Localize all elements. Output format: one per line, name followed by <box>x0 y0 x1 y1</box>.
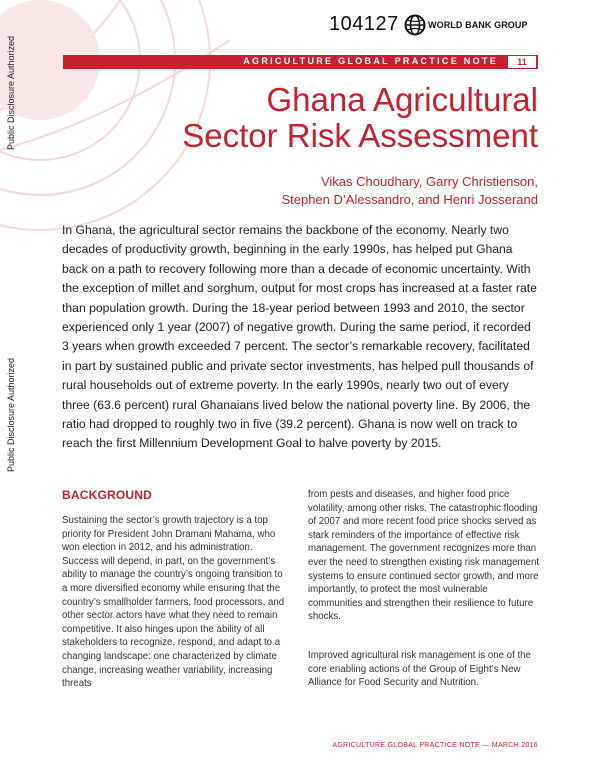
page-title <box>182 82 538 154</box>
disclosure-label-bottom: Public Disclosure Authorized <box>6 357 16 472</box>
authors-line-1: Vikas Choudhary, Garry Christienson, <box>320 174 538 189</box>
authors <box>281 173 538 209</box>
authors-line-2: Stephen D’Alessandro, and Henri Josserand <box>281 192 538 207</box>
title-line-2: Sector Risk Assessment <box>182 117 538 154</box>
note-number: 11 <box>508 56 536 68</box>
world-bank-logo-text: WORLD BANK GROUP <box>428 20 528 30</box>
series-banner <box>63 55 538 69</box>
background-heading: BACKGROUND <box>62 488 152 502</box>
background-paragraph-3: Improved agricultural risk management is one of the core enabling actions of the Group of Eight’s New Alliance for Food Security and Nutrition. <box>308 650 531 689</box>
world-bank-globe-icon <box>404 14 426 36</box>
disclosure-label-top: Public Disclosure Authorized <box>6 35 16 150</box>
background-paragraph-2: from pests and diseases, and higher food price volatility, among other risks. The catastrophic flooding of 2007 and more recent food price shocks served as stark reminders of the importance of effective risk management. The government recognizes more than ever the need to strengthen existing risk management systems to ensure continued sector growth, and more importantly, to protect the most vulnerable communities and strengthen their resilience to future shocks. <box>308 489 540 623</box>
title-line-1: Ghana Agricultural <box>266 81 538 118</box>
document-number: 104127 <box>329 13 399 35</box>
page-footer: AGRICULTURE GLOBAL PRACTICE NOTE — MARCH 2016 <box>332 742 538 749</box>
series-label: AGRICULTURE GLOBAL PRACTICE NOTE <box>243 56 498 66</box>
background-paragraph-1: Sustaining the sector’s growth trajectory is a top priority for President John Dramani Mahama, who won election in 2012, and his administration. Success will depend, in part, on the government’s ability to manage the country’s ongoing transition to a more diversified economy while ensuring that the country’s smallholder farmers, food processors, and other sector actors have what they need to remain competitive. It also hinges upon the ability of all stakeholders to recognize, respond, and adapt to a changing landscape: one characterized by climate change, increasing weather variability, increasing threats <box>62 515 285 690</box>
intro-paragraph: In Ghana, the agricultural sector remains the backbone of the economy. Nearly two decades of productivity growth, beginning in the early 1990s, has helped put Ghana back on a path to recovery following more than a decade of economic uncertainty. With the exception of millet and sorghum, output for most crops has increased at a faster rate than population growth. During the 18-year period between 1993 and 2010, the sector experienced only 1 year (2007) of negative growth. During the same period, it recorded 3 years when growth exceeded 7 percent. The sector’s remarkable recovery, facilitated in part by sustained public and private sector investments, has helped pull thousands of rural households out of extreme poverty. In the early 1990s, nearly two out of every three (63.6 percent) rural Ghanaians lived below the national poverty line. By 2006, the ratio had dropped to roughly two in five (39.2 percent). Ghana is now well on track to reach the first Millennium Development Goal to halve poverty by 2015. <box>62 223 537 451</box>
